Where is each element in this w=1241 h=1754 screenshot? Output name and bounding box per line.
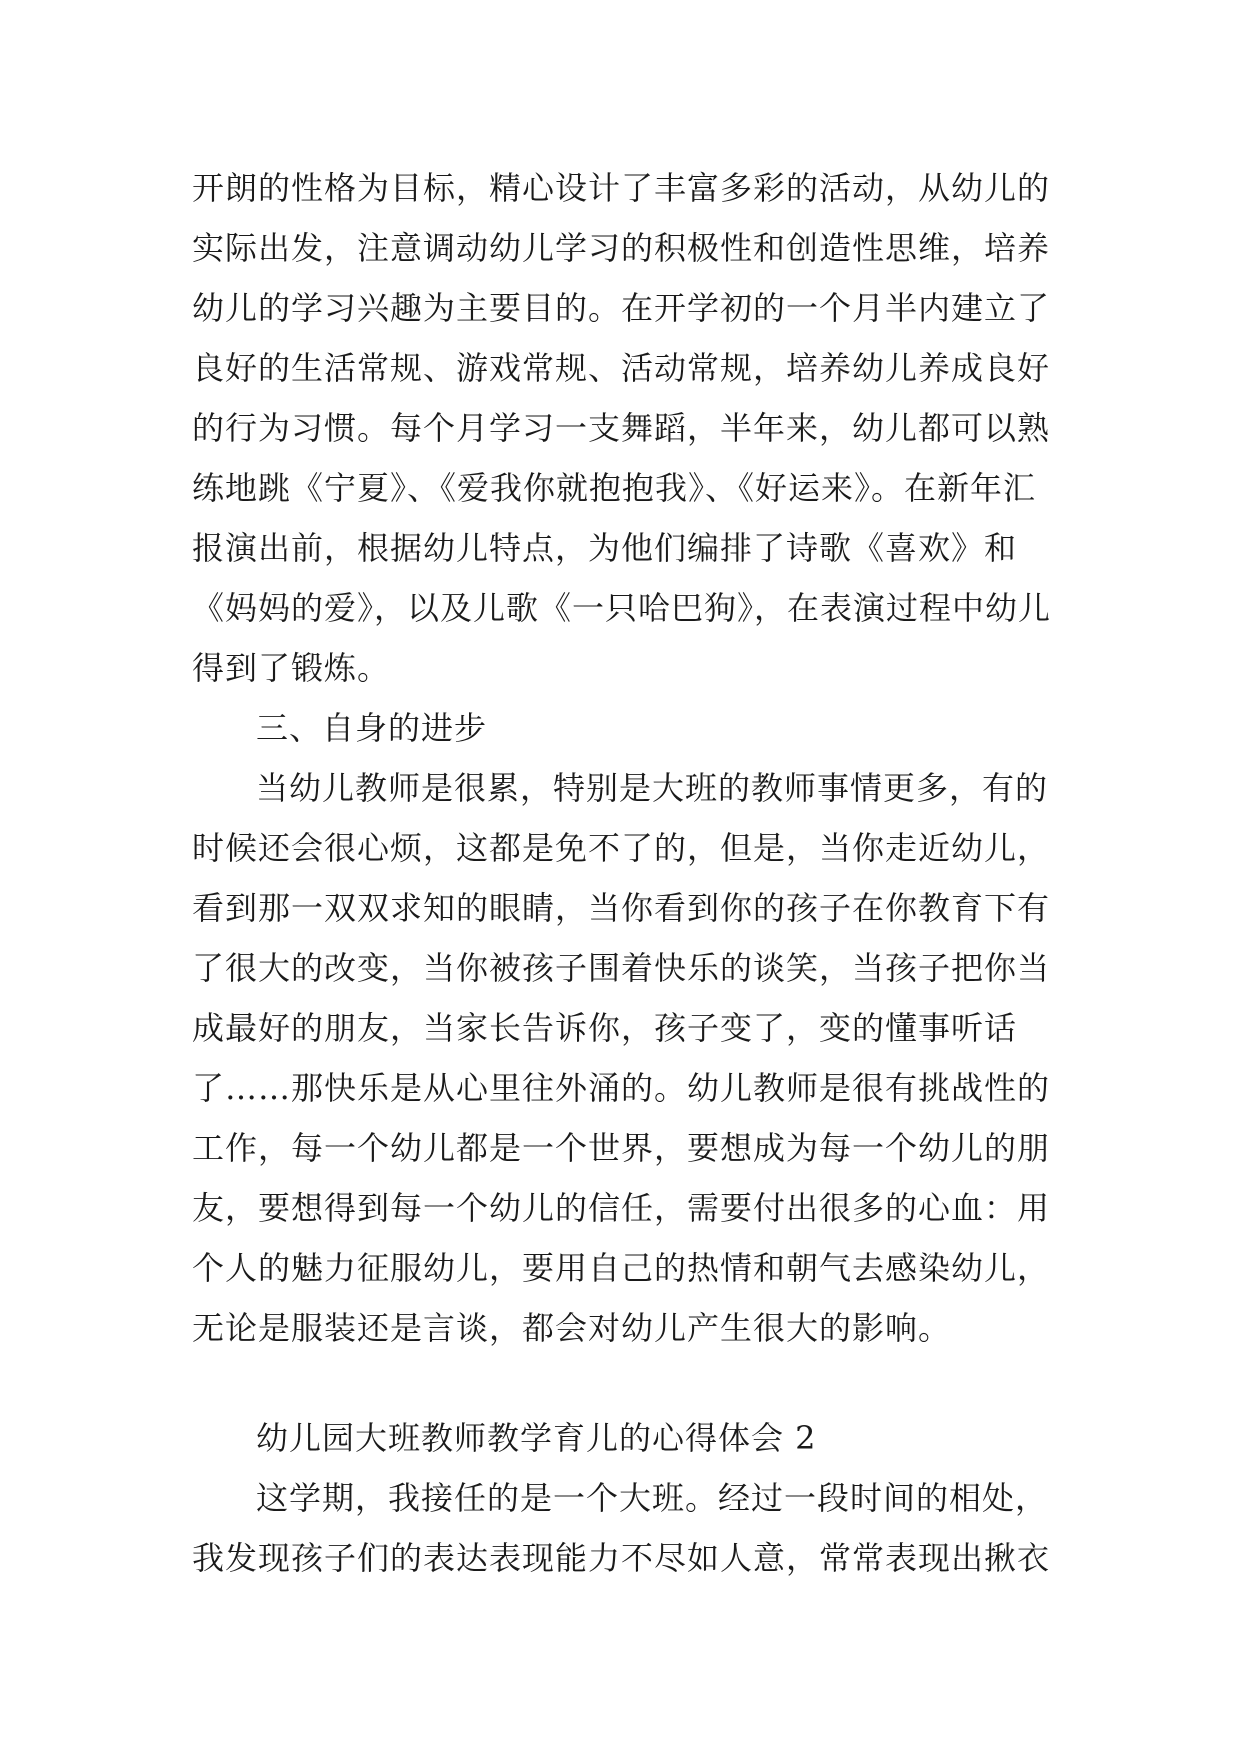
text-line: 实际出发，注意调动幼儿学习的积极性和创造性思维，培养 — [192, 229, 1051, 267]
section-heading: 三、自身的进步 — [256, 709, 488, 747]
text-line: 工作，每一个幼儿都是一个世界，要想成为每一个幼儿的朋 — [192, 1129, 1051, 1167]
paragraph-start: 当幼儿教师是很累，特别是大班的教师事情更多，有的 — [256, 769, 1049, 807]
text-line: 良好的生活常规、游戏常规、活动常规，培养幼儿养成良好 — [192, 349, 1051, 387]
text-line: 得到了锻炼。 — [192, 649, 391, 687]
text-line: 无论是服装还是言谈，都会对幼儿产生很大的影响。 — [192, 1309, 952, 1347]
paragraph-start: 这学期，我接任的是一个大班。经过一段时间的相处， — [256, 1479, 1049, 1517]
text-line: 看到那一双双求知的眼睛，当你看到你的孩子在你教育下有 — [192, 889, 1051, 927]
text-line: 的行为习惯。每个月学习一支舞蹈，半年来，幼儿都可以熟 — [192, 409, 1051, 447]
text-line: 了……那快乐是从心里往外涌的。幼儿教师是很有挑战性的 — [192, 1069, 1051, 1107]
text-line: 开朗的性格为目标，精心设计了丰富多彩的活动，从幼儿的 — [192, 169, 1051, 207]
text-line: 报演出前，根据幼儿特点，为他们编排了诗歌《喜欢》和 — [192, 529, 1018, 567]
text-line: 幼儿的学习兴趣为主要目的。在开学初的一个月半内建立了 — [192, 289, 1051, 327]
text-line: 《妈妈的爱》，以及儿歌《一只哈巴狗》，在表演过程中幼儿 — [192, 589, 1052, 627]
article-title: 幼儿园大班教师教学育儿的心得体会 2 — [256, 1419, 817, 1457]
text-line: 成最好的朋友，当家长告诉你，孩子变了，变的懂事听话 — [192, 1009, 1018, 1047]
text-line: 练地跳《宁夏》、《爱我你就抱抱我》、《好运来》。在新年汇 — [192, 469, 1037, 507]
text-line: 个人的魅力征服幼儿，要用自己的热情和朝气去感染幼儿， — [192, 1249, 1051, 1287]
text-line: 了很大的改变，当你被孩子围着快乐的谈笑，当孩子把你当 — [192, 949, 1051, 987]
text-line: 时候还会很心烦，这都是免不了的，但是，当你走近幼儿， — [192, 829, 1051, 867]
text-line: 我发现孩子们的表达表现能力不尽如人意，常常表现出揪衣 — [192, 1539, 1051, 1577]
text-line: 友，要想得到每一个幼儿的信任，需要付出很多的心血：用 — [192, 1189, 1051, 1227]
